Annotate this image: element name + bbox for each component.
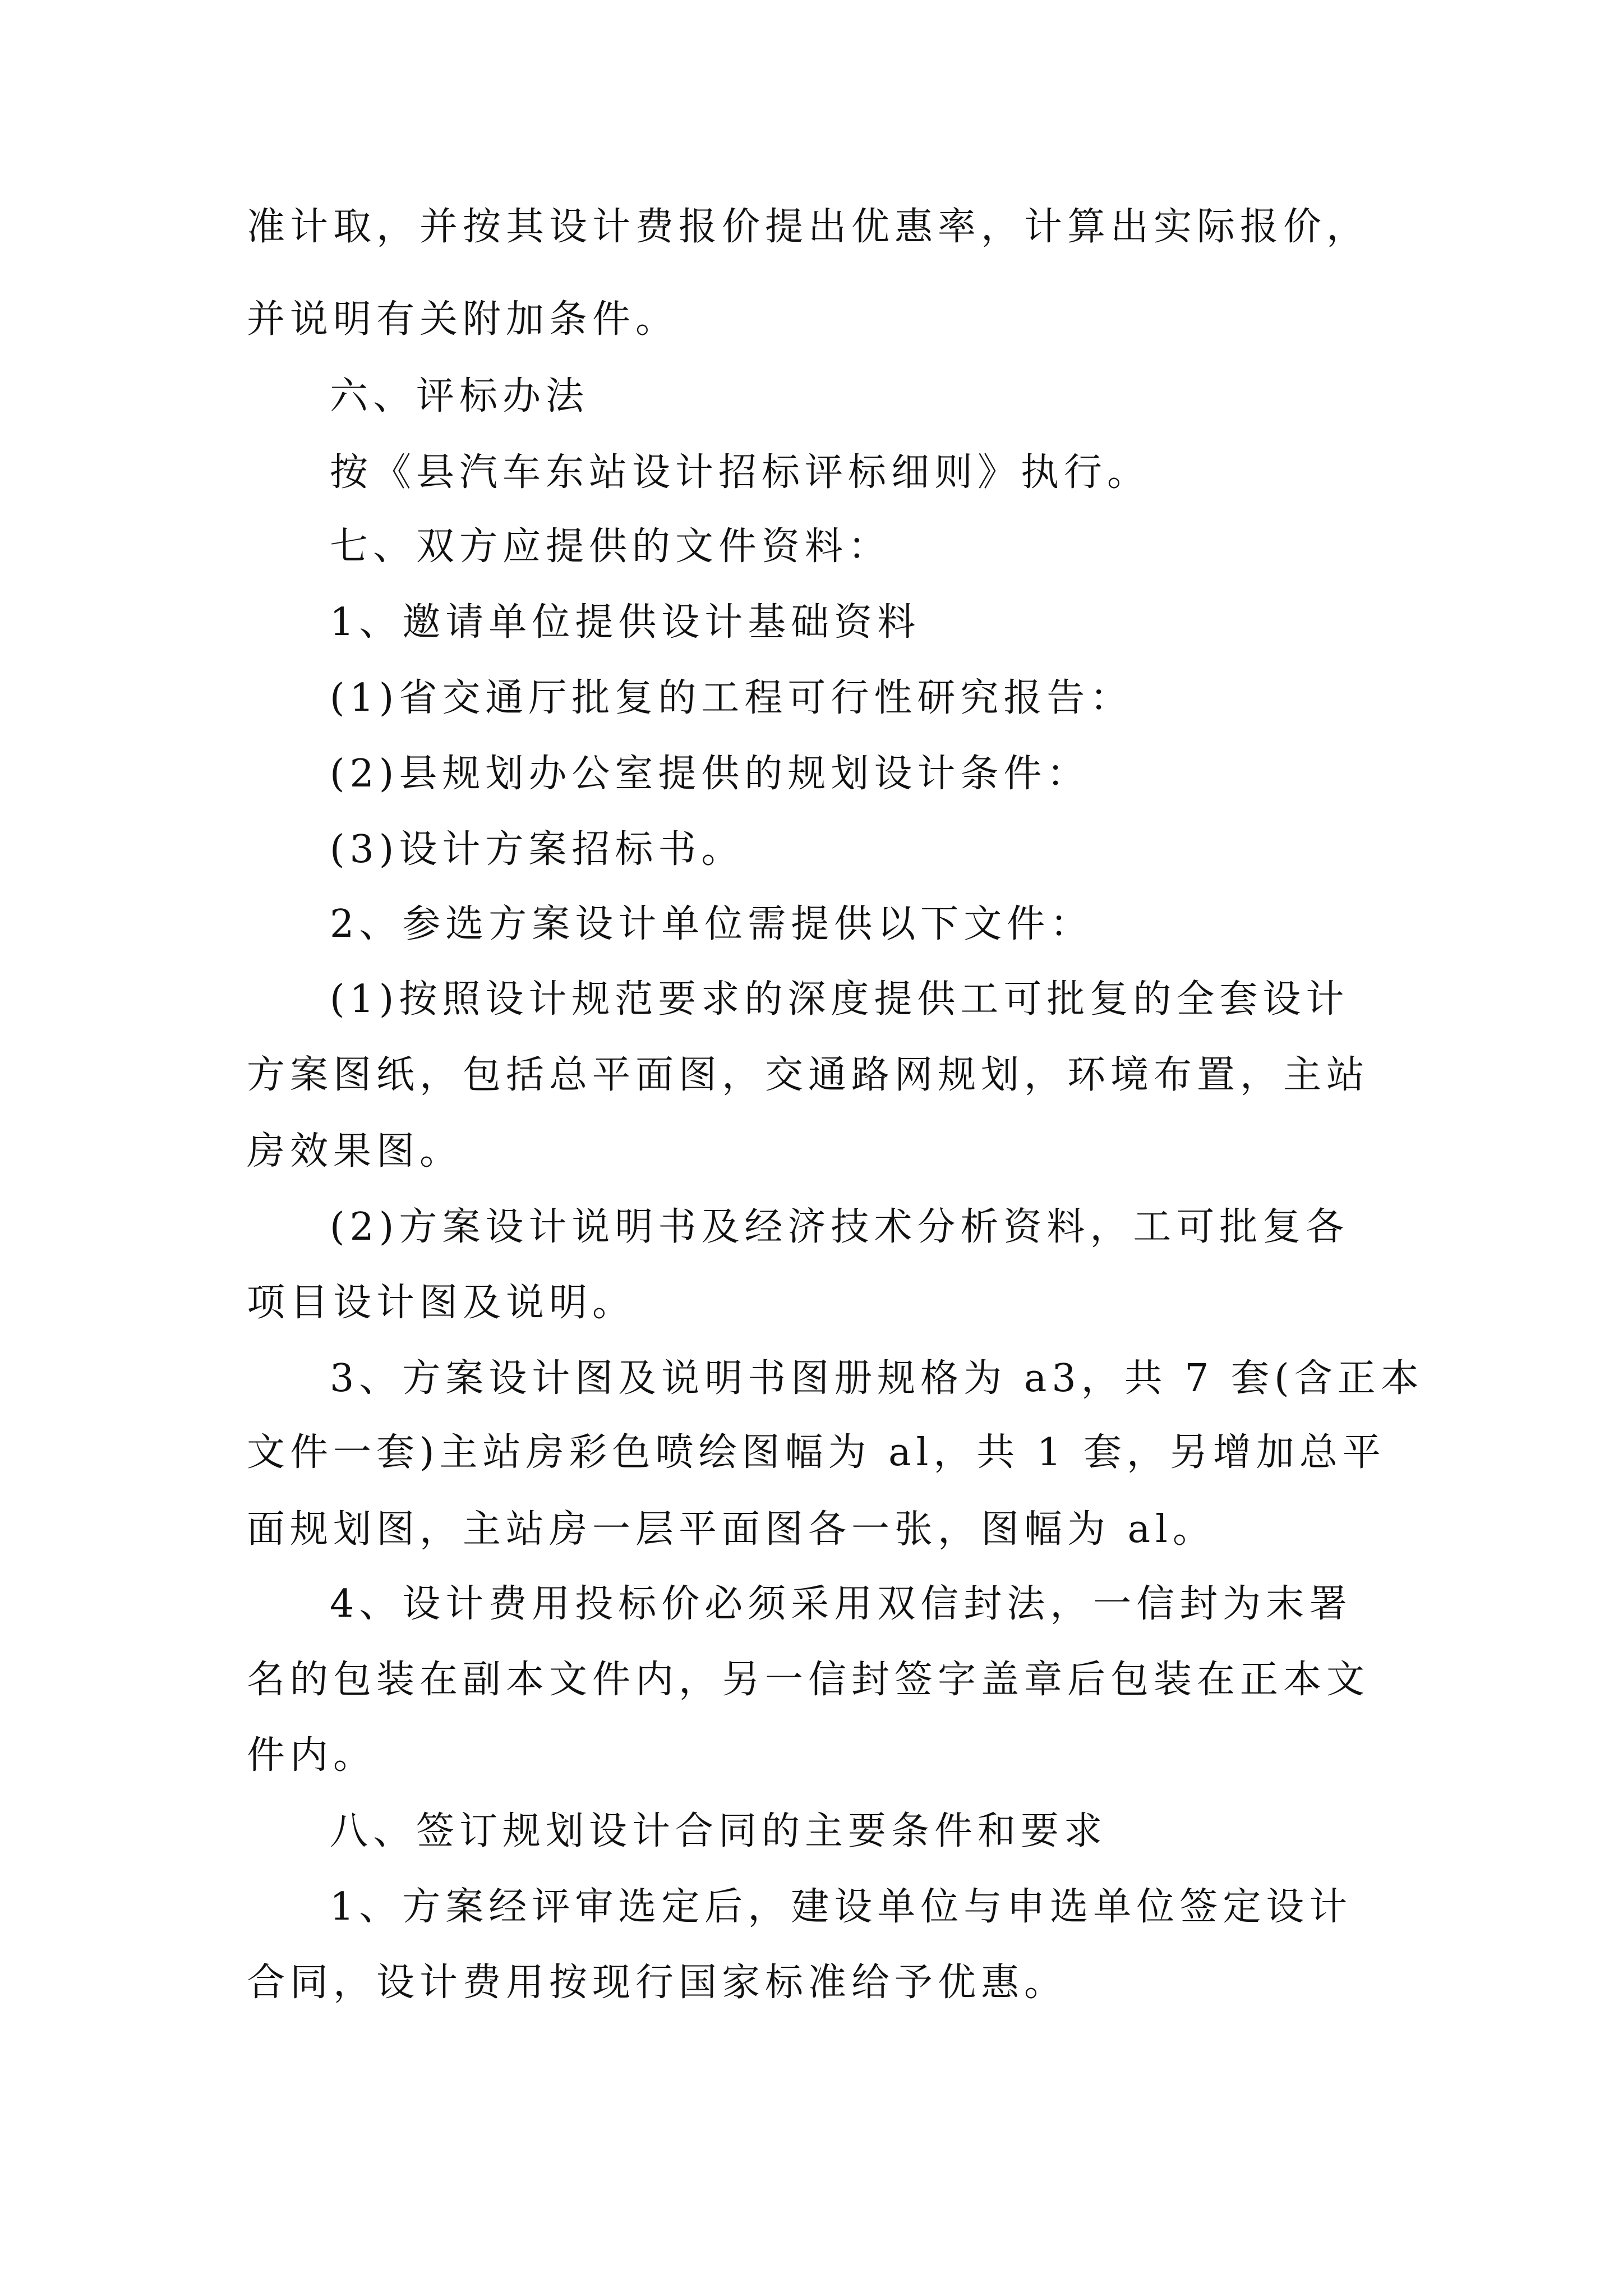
text-line: (2)方案设计说明书及经济技术分析资料，工可批复各 xyxy=(330,1205,1349,1249)
text-line: 4、设计费用投标价必须采用双信封法，一信封为末署 xyxy=(330,1582,1353,1626)
text-line: 准计取，并按其设计费报价提出优惠率，计算出实际报价， xyxy=(247,205,1370,249)
text-line: 1、方案经评审选定后，建设单位与申选单位签定设计 xyxy=(330,1885,1353,1929)
text-line: (3)设计方案招标书。 xyxy=(330,827,745,872)
section-heading: 七、双方应提供的文件资料： xyxy=(330,524,892,569)
text-line: 房效果图。 xyxy=(247,1129,463,1174)
section-heading: 八、签订规划设计合同的主要条件和要求 xyxy=(330,1809,1108,1853)
text-line: (1)省交通厅批复的工程可行性研究报告： xyxy=(330,676,1133,720)
text-line: 名的包装在副本文件内，另一信封签字盖章后包装在正本文 xyxy=(247,1658,1370,1702)
text-line: 文件一套)主站房彩色喷绘图幅为 al，共 1 套，另增加总平 xyxy=(247,1430,1386,1475)
text-line: 合同，设计费用按现行国家标准给予优惠。 xyxy=(247,1961,1068,2005)
text-line: (2)县规划办公室提供的规划设计条件： xyxy=(330,752,1090,796)
text-line: 面规划图，主站房一层平面图各一张，图幅为 al。 xyxy=(247,1507,1216,1552)
text-line: 3、方案设计图及说明书图册规格为 a3，共 7 套(含正本 xyxy=(330,1356,1424,1401)
text-line: 按《县汽车东站设计招标评标细则》执行。 xyxy=(330,450,1151,495)
text-line: 件内。 xyxy=(247,1733,377,1778)
text-line: 方案图纸，包括总平面图，交通路网规划，环境布置，主站 xyxy=(247,1053,1370,1097)
text-line: 2、参选方案设计单位需提供以下文件： xyxy=(330,902,1094,946)
text-line: 1、邀请单位提供设计基础资料 xyxy=(330,600,921,645)
text-line: 并说明有关附加条件。 xyxy=(247,297,679,342)
text-line: (1)按照设计规范要求的深度提供工可批复的全套设计 xyxy=(330,977,1349,1022)
section-heading: 六、评标办法 xyxy=(330,374,589,418)
text-line: 项目设计图及说明。 xyxy=(247,1281,636,1325)
